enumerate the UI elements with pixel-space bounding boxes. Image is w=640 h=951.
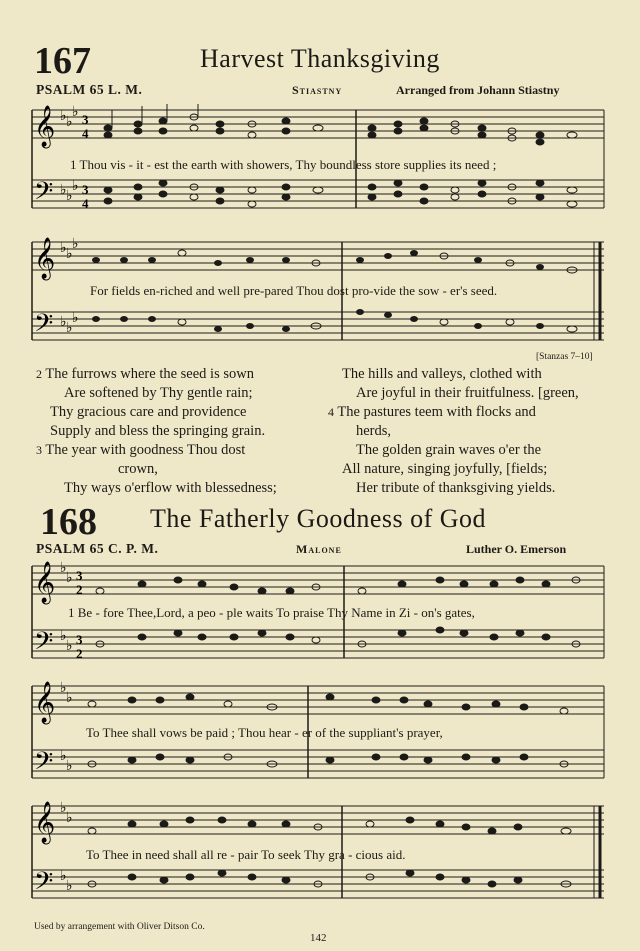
svg-text:2: 2 <box>76 582 83 597</box>
svg-text:𝄢: 𝄢 <box>34 627 54 662</box>
svg-text:♭: ♭ <box>60 628 67 644</box>
svg-text:♭: ♭ <box>60 240 67 256</box>
svg-text:♭: ♭ <box>66 570 73 586</box>
svg-text:♭: ♭ <box>60 314 67 330</box>
svg-text:4: 4 <box>82 126 89 141</box>
svg-text:3: 3 <box>82 112 89 127</box>
stanzas-right-column: The hills and valleys, clothed with Are joyful in their fruitfulness. [green, 4 The pastures teem with flocks and herds, The golden grain waves o'er the All nature, singing joyfully, [fields; Her tribute of thanksgiving yields. <box>328 366 579 496</box>
composer: Arranged from Johann Stiastny <box>396 83 560 97</box>
verse-number: 2 <box>36 367 42 381</box>
composer: Luther O. Emerson <box>466 542 567 556</box>
meter-line: PSALM 65 L. M. <box>36 82 143 97</box>
hymn-number: 167 <box>34 40 91 82</box>
svg-text:♭: ♭ <box>66 878 73 894</box>
stanzas-left-column: 2 The furrows where the seed is sown Are softened by Thy gentle rain; Thy gracious care and providence Supply and bless the springing grain. 3 The year with goodness Thou dost crown, Thy ways o'erflow with blessedness; <box>36 366 277 496</box>
svg-text:𝄢: 𝄢 <box>34 747 54 782</box>
svg-text:3: 3 <box>82 182 89 197</box>
svg-text:4: 4 <box>82 196 89 211</box>
hymn-title: Harvest Thanksgiving <box>200 44 440 73</box>
svg-text:♭: ♭ <box>60 182 67 198</box>
lyric-line: To Thee in need shall all re - pair To seek Thy gra - cious aid. <box>86 847 406 862</box>
svg-text:♭: ♭ <box>66 638 73 654</box>
verse-number: 3 <box>36 443 42 457</box>
hymn-number: 168 <box>40 501 97 543</box>
lyric-line: For fields en-riched and well pre-pared Thou dost pro-vide the sow - er's seed. <box>90 283 498 298</box>
tune-name: Stiastny <box>292 83 343 97</box>
svg-text:𝄞: 𝄞 <box>34 562 56 603</box>
svg-text:♭: ♭ <box>60 108 67 124</box>
svg-text:♭: ♭ <box>66 690 73 706</box>
svg-text:♭: ♭ <box>66 320 73 336</box>
svg-text:𝄞: 𝄞 <box>34 802 56 843</box>
lyric-line: 1 Be - fore Thee,Lord, a peo - ple waits To praise Thy Name in Zi - on's gates, <box>68 605 475 620</box>
svg-text:♭: ♭ <box>72 178 79 194</box>
svg-text:♭: ♭ <box>72 310 79 326</box>
svg-text:♭: ♭ <box>60 748 67 764</box>
svg-text:𝄞: 𝄞 <box>34 238 56 279</box>
svg-text:3: 3 <box>76 632 83 647</box>
verse-number: 4 <box>328 405 334 419</box>
hymn-title: The Fatherly Goodness of God <box>150 504 487 533</box>
svg-text:2: 2 <box>76 646 83 661</box>
svg-text:♭: ♭ <box>66 758 73 774</box>
lyric-line: 1 Thou vis - it - est the earth with showers, Thy boundless store supplies its need ; <box>70 157 497 172</box>
lyric-line: To Thee shall vows be paid ; Thou hear - er of the suppliant's prayer, <box>86 725 443 740</box>
svg-text:♭: ♭ <box>60 800 67 816</box>
svg-text:𝄢: 𝄢 <box>34 177 54 212</box>
credit-line: Used by arrangement with Oliver Ditson Co. <box>34 922 205 932</box>
svg-text:𝄢: 𝄢 <box>34 867 54 902</box>
stanza-reference: [Stanzas 7–10] <box>536 352 593 362</box>
page-number: 142 <box>310 932 327 944</box>
svg-text:♭: ♭ <box>72 236 79 252</box>
svg-text:♭: ♭ <box>66 114 73 130</box>
tune-name: Malone <box>296 542 342 556</box>
svg-text:♭: ♭ <box>60 560 67 576</box>
svg-text:♭: ♭ <box>66 188 73 204</box>
svg-text:𝄞: 𝄞 <box>34 106 56 147</box>
svg-text:♭: ♭ <box>72 104 79 120</box>
svg-text:♭: ♭ <box>60 868 67 884</box>
svg-text:𝄢: 𝄢 <box>34 309 54 344</box>
svg-text:3: 3 <box>76 568 83 583</box>
svg-text:♭: ♭ <box>66 246 73 262</box>
meter-line: PSALM 65 C. P. M. <box>36 541 159 556</box>
svg-text:𝄞: 𝄞 <box>34 682 56 723</box>
svg-text:♭: ♭ <box>60 680 67 696</box>
svg-text:♭: ♭ <box>66 810 73 826</box>
